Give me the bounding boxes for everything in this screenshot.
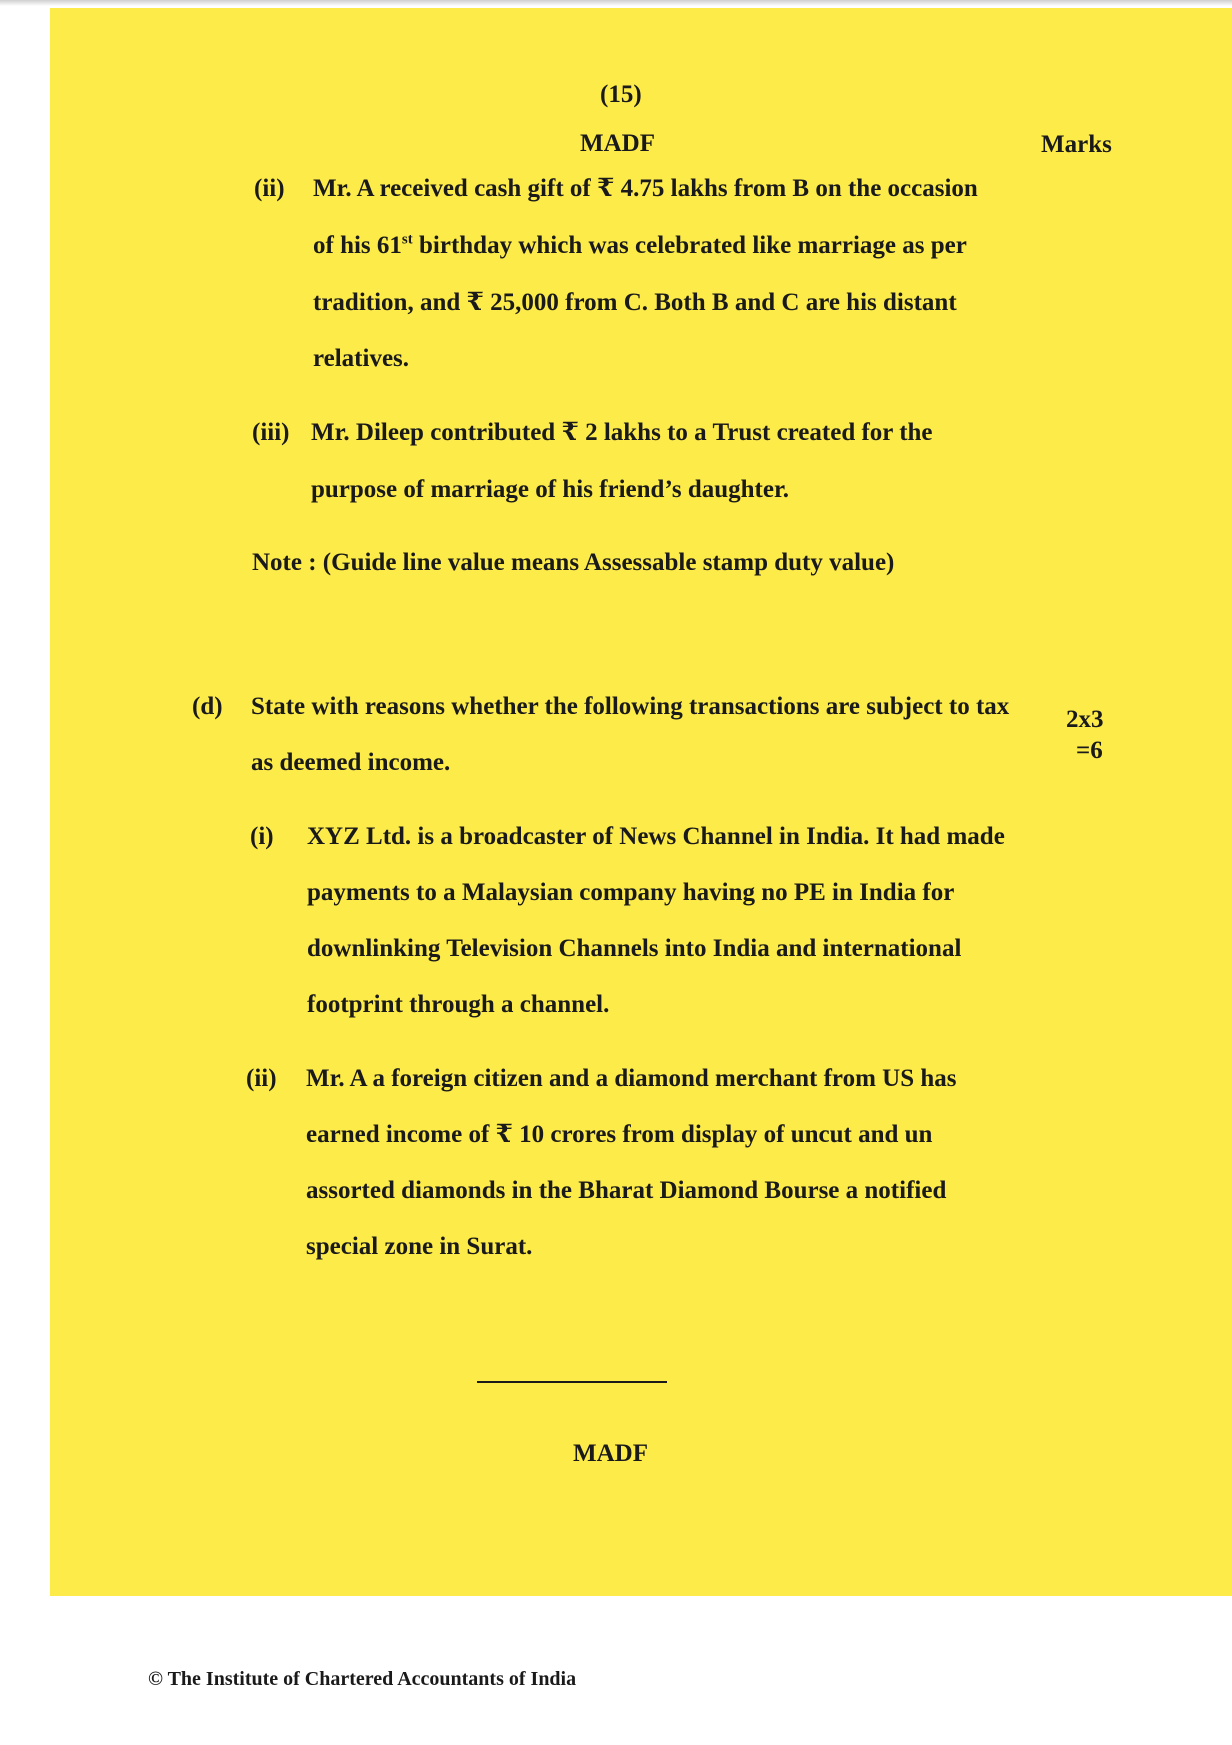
item-iii-label: (iii): [252, 419, 290, 446]
page-number: (15): [600, 81, 642, 108]
part-d-item-ii-line-1: Mr. A a foreign citizen and a diamond merchant from US has: [306, 1065, 957, 1092]
part-d-item-ii-label: (ii): [246, 1065, 277, 1092]
part-d-item-ii-line-3: assorted diamonds in the Bharat Diamond Bourse a notified: [306, 1177, 947, 1204]
item-ii-line-1: Mr. A received cash gift of ₹ 4.75 lakhs from B on the occasion: [313, 175, 978, 202]
part-d-line-2: as deemed income.: [251, 749, 451, 776]
part-d-item-ii-line-4: special zone in Surat.: [306, 1233, 533, 1260]
page-top-edge: [0, 0, 1232, 6]
part-d-label: (d): [192, 693, 223, 720]
copyright-notice: © The Institute of Chartered Accountants of India: [148, 1668, 577, 1690]
item-iii-line-1: Mr. Dileep contributed ₹ 2 lakhs to a Trust created for the: [311, 419, 933, 446]
part-d-item-i-line-4: footprint through a channel.: [307, 991, 610, 1018]
part-d-item-i-label: (i): [250, 823, 274, 850]
part-d-item-i-line-1: XYZ Ltd. is a broadcaster of News Channel in India. It had made: [307, 823, 1005, 850]
item-iii-line-2: purpose of marriage of his friend’s daughter.: [311, 476, 790, 503]
part-d-item-i-line-2: payments to a Malaysian company having no PE in India for: [307, 879, 955, 906]
end-of-paper-rule: [477, 1381, 667, 1383]
part-d-marks-line-1: 2x3: [1066, 706, 1104, 733]
item-ii-line-4: relatives.: [313, 345, 410, 372]
note-text: Note : (Guide line value means Assessable stamp duty value): [252, 549, 895, 576]
marks-column-heading: Marks: [1041, 131, 1112, 158]
header-paper-code: MADF: [580, 130, 655, 157]
item-ii-line-2: of his 61st birthday which was celebrated like marriage as per: [313, 231, 967, 259]
item-ii-label: (ii): [254, 175, 285, 202]
part-d-marks-line-2: =6: [1076, 737, 1103, 764]
part-d-item-ii-line-2: earned income of ₹ 10 crores from display of uncut and un: [306, 1121, 933, 1148]
footer-paper-code: MADF: [573, 1440, 648, 1467]
part-d-line-1: State with reasons whether the following transactions are subject to tax: [251, 693, 1010, 720]
part-d-item-i-line-3: downlinking Television Channels into India and international: [307, 935, 962, 962]
item-ii-line-3: tradition, and ₹ 25,000 from C. Both B and C are his distant: [313, 289, 957, 316]
